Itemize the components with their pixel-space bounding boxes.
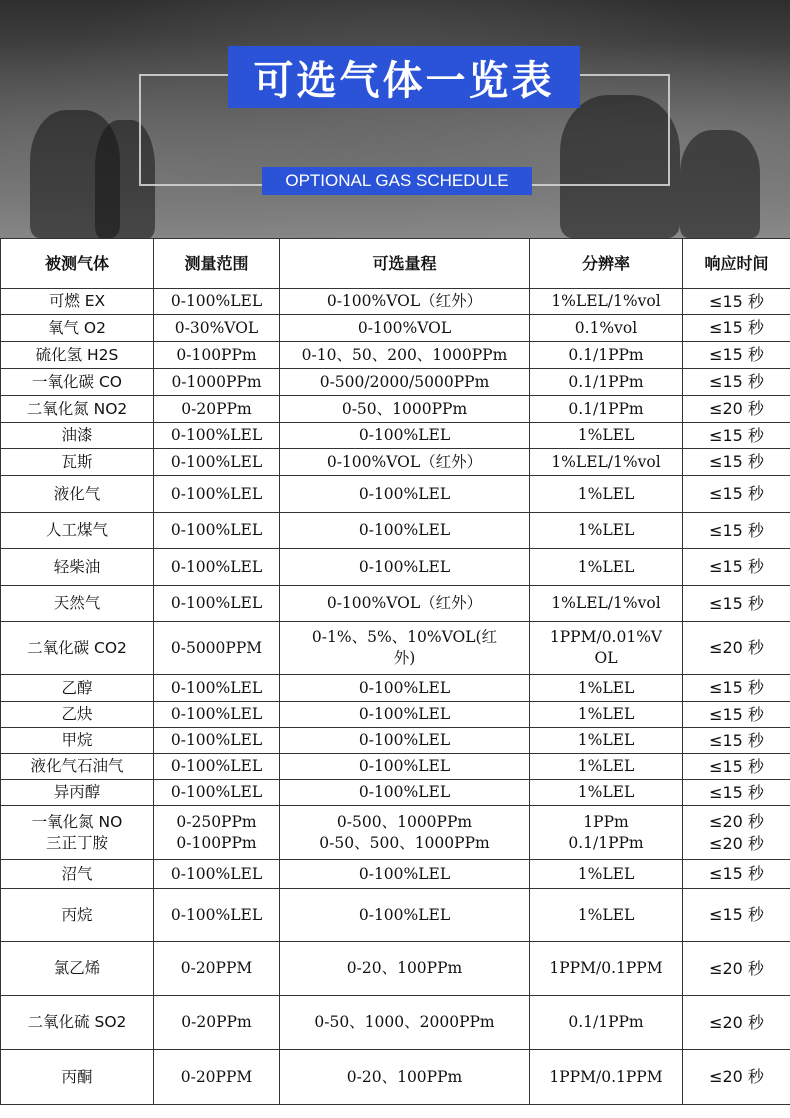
- gas-cell: [1, 806, 154, 860]
- optional-range-cell: [280, 1050, 530, 1105]
- resolution-cell-text: 1%LEL: [577, 705, 635, 724]
- range-cell: [154, 449, 280, 476]
- resolution-cell-text: 1%LEL: [577, 678, 635, 697]
- gas-cell-text: 可燃 EX: [48, 292, 106, 311]
- table-row: [1, 549, 790, 586]
- gas-cell: [1, 549, 154, 586]
- response-time-cell-text: ≤15 秒: [709, 864, 764, 884]
- resolution-cell: [530, 549, 683, 586]
- optional-range-cell: [280, 342, 530, 369]
- range-cell-text: 0-5000PPM: [170, 638, 263, 657]
- gas-cell-text: 人工煤气: [45, 521, 108, 540]
- gas-cell-text: 异丙醇: [53, 783, 101, 802]
- response-time-cell-text: ≤20 秒: [709, 1067, 764, 1087]
- optional-range-cell-text: 0-20、100PPm: [346, 1067, 463, 1086]
- response-time-cell-text: ≤20 秒: [709, 833, 764, 853]
- optional-range-cell-text: 0-100%LEL: [358, 426, 451, 445]
- range-cell-text: 0-100%LEL: [170, 783, 263, 802]
- resolution-cell: [530, 780, 683, 806]
- table-row: [1, 860, 790, 889]
- column-header: 被测气体: [1, 239, 154, 289]
- range-cell-text: 0-100%LEL: [170, 864, 263, 883]
- optional-range-cell-text: 0-100%VOL（红外）: [326, 594, 483, 613]
- optional-range-cell-text: 0-100%LEL: [358, 864, 451, 883]
- response-time-cell-text: ≤15 秒: [709, 345, 764, 365]
- response-time-cell-text: ≤20 秒: [709, 638, 764, 658]
- gas-table: [0, 238, 790, 1105]
- gas-cell-text: 天然气: [53, 594, 101, 613]
- table-row: [1, 315, 790, 342]
- range-cell-text: 0-100%LEL: [170, 757, 263, 776]
- gas-cell: [1, 315, 154, 342]
- table-row: [1, 423, 790, 449]
- optional-range-cell: [280, 996, 530, 1050]
- optional-range-cell: [280, 942, 530, 996]
- gas-cell-text: 乙炔: [61, 705, 93, 724]
- optional-range-cell-text: 0-100%LEL: [358, 783, 451, 802]
- optional-range-cell-text: 0-500、1000PPm: [336, 812, 473, 831]
- page-subtitle: OPTIONAL GAS SCHEDULE: [262, 167, 532, 195]
- table-row: [1, 342, 790, 369]
- response-time-cell-text: ≤15 秒: [709, 593, 764, 613]
- resolution-cell: [530, 396, 683, 423]
- resolution-cell-text: 1%LEL: [577, 905, 635, 924]
- gas-cell: [1, 289, 154, 315]
- optional-range-cell: [280, 449, 530, 476]
- gas-cell: [1, 423, 154, 449]
- gas-cell-text: 乙醇: [61, 678, 93, 697]
- gas-cell-text: 液化气: [53, 484, 101, 503]
- resolution-cell-text: 0.1/1PPm: [568, 345, 644, 364]
- gas-cell: [1, 860, 154, 889]
- table-row: [1, 780, 790, 806]
- optional-range-cell-text: 0-100%LEL: [358, 484, 451, 503]
- resolution-cell-text: 1%LEL/1%vol: [551, 292, 661, 311]
- header-banner: [0, 0, 790, 238]
- optional-range-cell: [280, 806, 530, 860]
- gas-cell-text: 丙酮: [61, 1067, 93, 1086]
- resolution-cell: [530, 369, 683, 396]
- range-cell-text: 0-100%LEL: [170, 678, 263, 697]
- resolution-cell: [530, 513, 683, 549]
- gas-cell-text: 氯乙烯: [53, 959, 101, 978]
- range-cell: [154, 806, 280, 860]
- range-cell-text: 0-20PPm: [181, 1013, 252, 1032]
- optional-range-cell-text: 0-100%VOL（红外）: [326, 452, 483, 471]
- optional-range-cell: [280, 622, 530, 675]
- range-cell-text: 0-100%LEL: [170, 731, 263, 750]
- gas-cell: [1, 728, 154, 754]
- range-cell-text: 0-100%LEL: [170, 484, 263, 503]
- gas-cell: [1, 369, 154, 396]
- gas-cell: [1, 889, 154, 942]
- range-cell: [154, 889, 280, 942]
- response-time-cell-text: ≤15 秒: [709, 520, 764, 540]
- resolution-cell-text: 0.1%vol: [574, 318, 638, 337]
- gas-cell-text: 三正丁胺: [45, 833, 108, 852]
- resolution-cell-text: 0.1/1PPm: [568, 399, 644, 418]
- resolution-cell-text: 1%LEL: [577, 783, 635, 802]
- page-title: 可选气体一览表: [228, 46, 580, 108]
- table-row: [1, 754, 790, 780]
- optional-range-cell-text: 0-100%LEL: [358, 905, 451, 924]
- resolution-cell: [530, 289, 683, 315]
- response-time-cell: [683, 315, 790, 342]
- optional-range-cell: [280, 513, 530, 549]
- response-time-cell: [683, 1050, 790, 1105]
- optional-range-cell-text: 0-100%LEL: [358, 731, 451, 750]
- resolution-cell: [530, 449, 683, 476]
- resolution-cell: [530, 315, 683, 342]
- optional-range-cell: [280, 728, 530, 754]
- response-time-cell: [683, 396, 790, 423]
- optional-range-cell-text: 0-100%LEL: [358, 557, 451, 576]
- response-time-cell-text: ≤15 秒: [709, 905, 764, 925]
- range-cell: [154, 754, 280, 780]
- gas-cell-text: 二氧化碳 CO2: [27, 638, 127, 657]
- gas-cell-text: 轻柴油: [53, 557, 101, 576]
- resolution-cell: [530, 476, 683, 513]
- optional-range-cell: [280, 289, 530, 315]
- gas-cell-text: 油漆: [61, 426, 93, 445]
- response-time-cell: [683, 806, 790, 860]
- response-time-cell-text: ≤15 秒: [709, 452, 764, 472]
- gas-cell: [1, 449, 154, 476]
- gas-cell: [1, 622, 154, 675]
- resolution-cell: [530, 754, 683, 780]
- gas-cell: [1, 780, 154, 806]
- resolution-cell-text: 1PPm: [583, 812, 629, 831]
- resolution-cell: [530, 586, 683, 622]
- resolution-cell-text: 1%LEL: [577, 557, 635, 576]
- range-cell-text: 0-100%LEL: [170, 557, 263, 576]
- table-header-row: [1, 239, 790, 289]
- range-cell-text: 0-100%LEL: [170, 292, 263, 311]
- response-time-cell-text: ≤15 秒: [709, 484, 764, 504]
- resolution-cell: [530, 996, 683, 1050]
- response-time-cell-text: ≤15 秒: [709, 782, 764, 802]
- resolution-cell: [530, 675, 683, 702]
- optional-range-cell: [280, 315, 530, 342]
- optional-range-cell-text: 0-20、100PPm: [346, 959, 463, 978]
- resolution-cell-text: 1%LEL: [577, 864, 635, 883]
- gas-cell: [1, 396, 154, 423]
- table-row: [1, 1050, 790, 1105]
- table-row: [1, 996, 790, 1050]
- optional-range-cell: [280, 702, 530, 728]
- optional-range-cell-text: 0-50、1000PPm: [341, 399, 468, 418]
- optional-range-cell: [280, 549, 530, 586]
- resolution-cell-text: 1%LEL: [577, 757, 635, 776]
- optional-range-cell-text: 0-1%、5%、10%VOL(红: [311, 628, 498, 647]
- optional-range-cell-text: 0-100%LEL: [358, 678, 451, 697]
- response-time-cell-text: ≤15 秒: [709, 425, 764, 445]
- optional-range-cell-text: 外): [393, 649, 416, 667]
- table-row: [1, 476, 790, 513]
- range-cell-text: 0-30%VOL: [174, 318, 259, 337]
- gas-cell: [1, 476, 154, 513]
- response-time-cell-text: ≤15 秒: [709, 704, 764, 724]
- gas-cell-text: 二氧化氮 NO2: [26, 399, 128, 418]
- response-time-cell: [683, 860, 790, 889]
- gas-cell-text: 一氧化碳 CO: [32, 372, 122, 391]
- resolution-cell-text: 1%LEL: [577, 521, 635, 540]
- optional-range-cell-text: 0-100%LEL: [358, 521, 451, 540]
- response-time-cell-text: ≤15 秒: [709, 291, 764, 311]
- response-time-cell-text: ≤15 秒: [709, 756, 764, 776]
- table-row: [1, 396, 790, 423]
- range-cell: [154, 702, 280, 728]
- range-cell-text: 0-100PPm: [176, 345, 257, 364]
- response-time-cell: [683, 996, 790, 1050]
- range-cell: [154, 315, 280, 342]
- optional-range-cell: [280, 754, 530, 780]
- resolution-cell-text: 1%LEL/1%vol: [551, 452, 661, 471]
- range-cell: [154, 622, 280, 675]
- response-time-cell: [683, 586, 790, 622]
- response-time-cell: [683, 942, 790, 996]
- resolution-cell: [530, 728, 683, 754]
- range-cell-text: 0-100%LEL: [170, 426, 263, 445]
- resolution-cell: [530, 342, 683, 369]
- column-header: 分辨率: [530, 239, 683, 289]
- optional-range-cell: [280, 889, 530, 942]
- table-row: [1, 889, 790, 942]
- optional-range-cell: [280, 369, 530, 396]
- response-time-cell-text: ≤15 秒: [709, 730, 764, 750]
- resolution-cell-text: 0.1/1PPm: [568, 1013, 644, 1032]
- range-cell: [154, 513, 280, 549]
- optional-range-cell-text: 0-50、1000、2000PPm: [314, 1013, 495, 1032]
- resolution-cell: [530, 860, 683, 889]
- range-cell: [154, 860, 280, 889]
- optional-range-cell: [280, 860, 530, 889]
- gas-cell-text: 一氧化氮 NO: [31, 812, 123, 831]
- response-time-cell: [683, 369, 790, 396]
- response-time-cell-text: ≤15 秒: [709, 557, 764, 577]
- resolution-cell-text: 1%LEL: [577, 731, 635, 750]
- gas-cell: [1, 754, 154, 780]
- column-header: 测量范围: [154, 239, 280, 289]
- range-cell: [154, 342, 280, 369]
- range-cell-text: 0-20PPM: [180, 959, 253, 978]
- optional-range-cell-text: 0-100%VOL: [357, 318, 452, 337]
- optional-range-cell-text: 0-100%LEL: [358, 705, 451, 724]
- resolution-cell: [530, 1050, 683, 1105]
- response-time-cell-text: ≤15 秒: [709, 372, 764, 392]
- gas-cell: [1, 1050, 154, 1105]
- range-cell-text: 0-100%LEL: [170, 905, 263, 924]
- response-time-cell-text: ≤15 秒: [709, 318, 764, 338]
- table-row: [1, 289, 790, 315]
- resolution-cell-text: 1PPM/0.1PPM: [549, 959, 663, 978]
- response-time-cell-text: ≤20 秒: [709, 1012, 764, 1032]
- response-time-cell: [683, 342, 790, 369]
- column-header: 可选量程: [280, 239, 530, 289]
- table-row: [1, 942, 790, 996]
- table-row: [1, 806, 790, 860]
- gas-cell: [1, 675, 154, 702]
- range-cell-text: 0-20PPm: [181, 399, 252, 418]
- response-time-cell-text: ≤15 秒: [709, 678, 764, 698]
- response-time-cell: [683, 622, 790, 675]
- gas-cell-text: 丙烷: [61, 905, 93, 924]
- response-time-cell: [683, 423, 790, 449]
- range-cell-text: 0-100%LEL: [170, 705, 263, 724]
- range-cell: [154, 996, 280, 1050]
- table-row: [1, 702, 790, 728]
- table-row: [1, 449, 790, 476]
- column-header: 响应时间: [683, 239, 790, 289]
- table-row: [1, 369, 790, 396]
- resolution-cell: [530, 942, 683, 996]
- gas-cell-text: 氧气 O2: [48, 318, 106, 337]
- gas-cell: [1, 996, 154, 1050]
- gas-cell: [1, 702, 154, 728]
- range-cell: [154, 675, 280, 702]
- range-cell-text: 0-20PPM: [180, 1067, 253, 1086]
- range-cell: [154, 369, 280, 396]
- resolution-cell-text: 0.1/1PPm: [568, 372, 644, 391]
- range-cell: [154, 396, 280, 423]
- table-row: [1, 586, 790, 622]
- range-cell: [154, 289, 280, 315]
- range-cell: [154, 780, 280, 806]
- resolution-cell: [530, 806, 683, 860]
- table-row: [1, 728, 790, 754]
- range-cell-text: 0-100%LEL: [170, 521, 263, 540]
- response-time-cell: [683, 476, 790, 513]
- range-cell-text: 0-100%LEL: [170, 594, 263, 613]
- optional-range-cell: [280, 675, 530, 702]
- range-cell: [154, 1050, 280, 1105]
- optional-range-cell-text: 0-50、500、1000PPm: [319, 833, 490, 852]
- response-time-cell: [683, 549, 790, 586]
- range-cell-text: 0-100PPm: [176, 833, 257, 852]
- response-time-cell: [683, 289, 790, 315]
- gas-cell: [1, 942, 154, 996]
- range-cell: [154, 423, 280, 449]
- response-time-cell-text: ≤20 秒: [709, 958, 764, 978]
- response-time-cell: [683, 513, 790, 549]
- gas-cell-text: 硫化氢 H2S: [35, 345, 119, 364]
- range-cell: [154, 476, 280, 513]
- optional-range-cell: [280, 586, 530, 622]
- response-time-cell: [683, 702, 790, 728]
- resolution-cell-text: 1PPM/0.1PPM: [549, 1067, 663, 1086]
- resolution-cell: [530, 622, 683, 675]
- gas-cell-text: 瓦斯: [61, 452, 93, 471]
- resolution-cell-text: 1%LEL/1%vol: [551, 594, 661, 613]
- optional-range-cell: [280, 780, 530, 806]
- optional-range-cell: [280, 396, 530, 423]
- response-time-cell: [683, 728, 790, 754]
- gas-cell-text: 液化气石油气: [30, 757, 124, 776]
- response-time-cell: [683, 754, 790, 780]
- optional-range-cell-text: 0-10、50、200、1000PPm: [301, 345, 508, 364]
- table-row: [1, 513, 790, 549]
- resolution-cell-text: OL: [594, 649, 618, 667]
- gas-cell-text: 甲烷: [61, 731, 93, 750]
- table-row: [1, 675, 790, 702]
- table-row: [1, 622, 790, 675]
- gas-cell: [1, 586, 154, 622]
- resolution-cell-text: 1%LEL: [577, 426, 635, 445]
- optional-range-cell-text: 0-500/2000/5000PPm: [319, 372, 490, 391]
- range-cell-text: 0-1000PPm: [171, 372, 262, 391]
- resolution-cell-text: 1PPM/0.01%V: [549, 628, 663, 647]
- gas-cell: [1, 342, 154, 369]
- range-cell: [154, 549, 280, 586]
- gas-cell: [1, 513, 154, 549]
- response-time-cell: [683, 449, 790, 476]
- response-time-cell-text: ≤20 秒: [709, 399, 764, 419]
- resolution-cell: [530, 889, 683, 942]
- range-cell: [154, 586, 280, 622]
- optional-range-cell: [280, 423, 530, 449]
- resolution-cell-text: 1%LEL: [577, 484, 635, 503]
- resolution-cell-text: 0.1/1PPm: [568, 833, 644, 852]
- firefighter-silhouette: [680, 130, 760, 238]
- optional-range-cell-text: 0-100%LEL: [358, 757, 451, 776]
- range-cell: [154, 728, 280, 754]
- response-time-cell: [683, 675, 790, 702]
- gas-cell-text: 二氧化硫 SO2: [27, 1013, 127, 1032]
- optional-range-cell: [280, 476, 530, 513]
- range-cell: [154, 942, 280, 996]
- response-time-cell: [683, 780, 790, 806]
- resolution-cell: [530, 702, 683, 728]
- range-cell-text: 0-100%LEL: [170, 452, 263, 471]
- range-cell-text: 0-250PPm: [176, 812, 257, 831]
- response-time-cell: [683, 889, 790, 942]
- resolution-cell: [530, 423, 683, 449]
- response-time-cell-text: ≤20 秒: [709, 811, 764, 831]
- gas-cell-text: 沼气: [61, 864, 93, 883]
- optional-range-cell-text: 0-100%VOL（红外）: [326, 292, 483, 311]
